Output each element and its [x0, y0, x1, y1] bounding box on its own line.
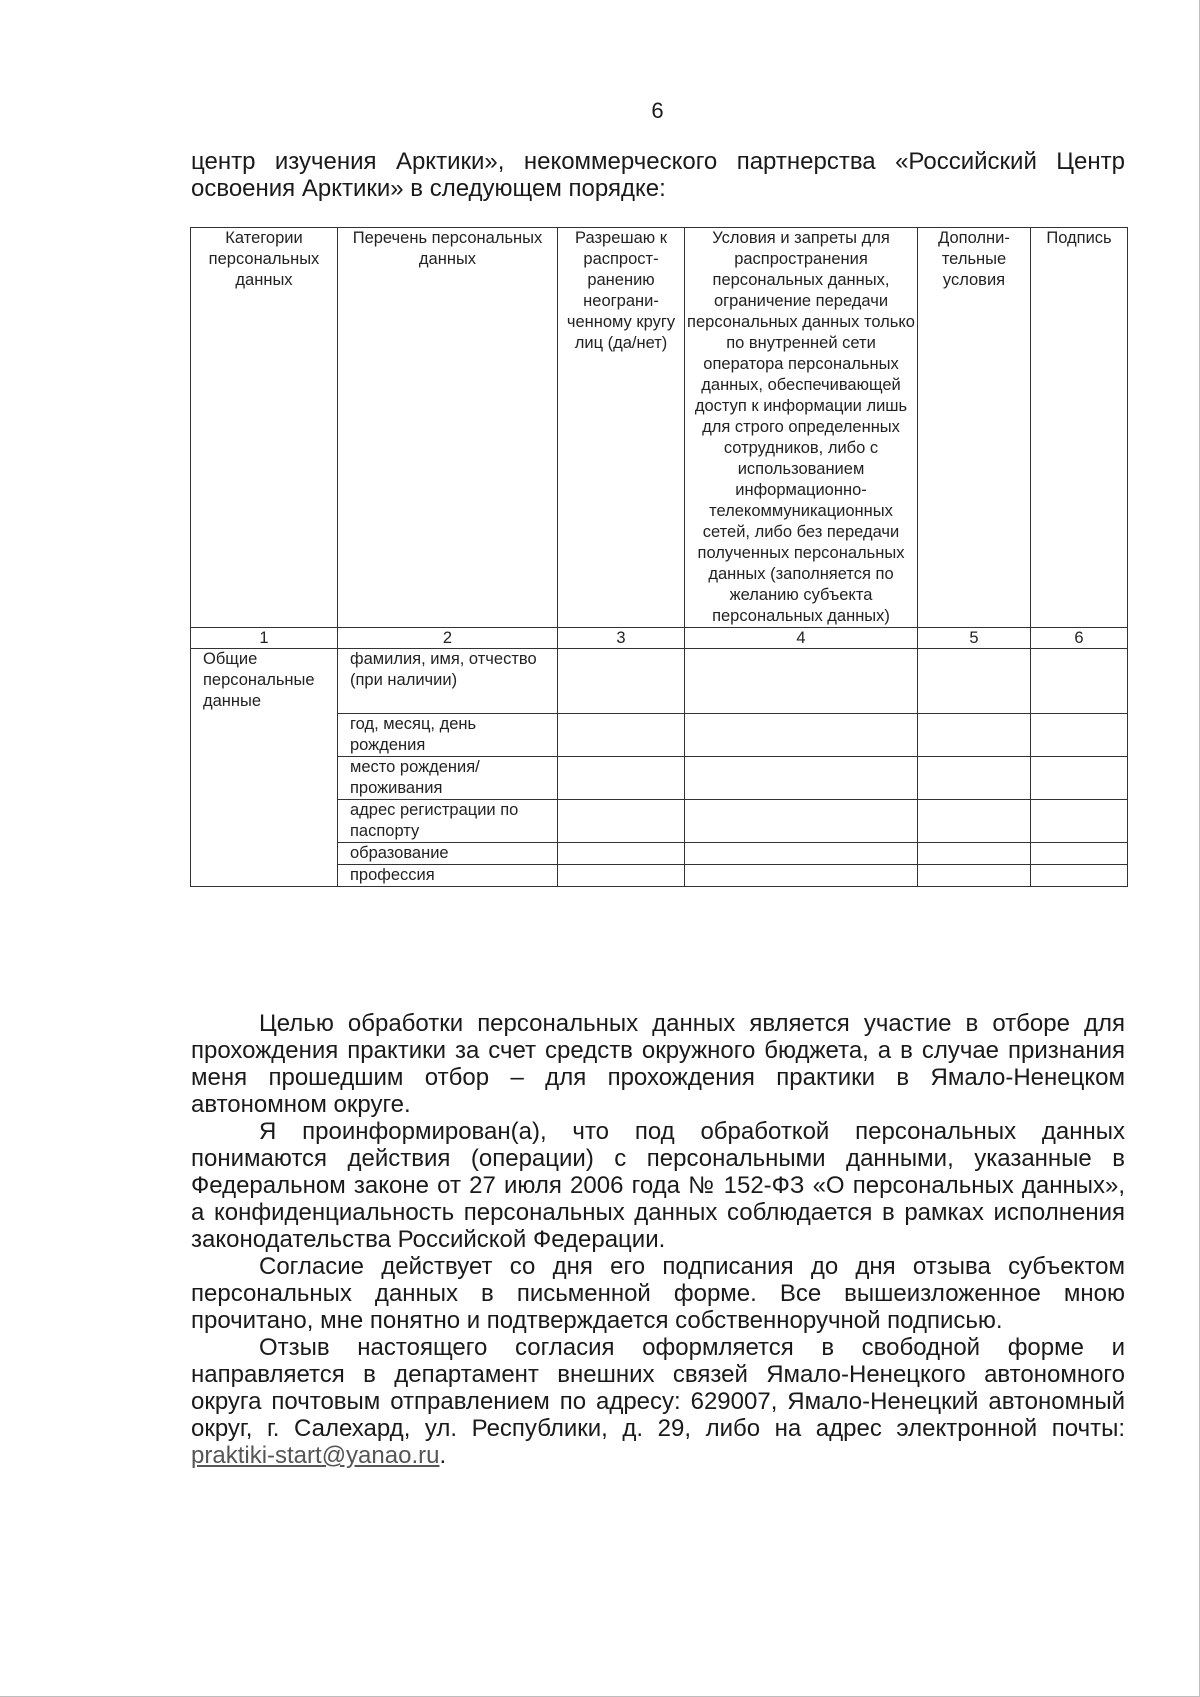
header-permit: Разрешаю к распрост-ранению неограни-ченному кругу лиц (да/нет) [558, 228, 685, 628]
intro-line-2: освоения Арктики» в следующем порядке: [191, 175, 666, 202]
additional-cell [918, 843, 1031, 865]
conditions-cell [685, 757, 918, 800]
header-signature: Подпись [1031, 228, 1128, 628]
item-cell: фамилия, имя, отчество (при наличии) [338, 649, 558, 714]
signature-cell [1031, 843, 1128, 865]
consent-table [190, 227, 1128, 887]
permit-cell [558, 714, 685, 757]
item-cell: адрес регистрации по паспорту [338, 800, 558, 843]
revocation-end: . [439, 1442, 447, 1469]
permit-cell [558, 757, 685, 800]
header-list: Перечень персональных данных [338, 228, 558, 628]
page-number: 6 [651, 98, 664, 123]
permit-cell [558, 843, 685, 865]
paragraph-validity: Согласие действует со дня его подписания до дня отзыва субъектом персональных данных в письменной форме. Все вышеизложенное мною прочитано, мне понятно и подтверждается собственноручной подписью. [191, 1253, 1125, 1334]
signature-cell [1031, 757, 1128, 800]
conditions-cell [685, 843, 918, 865]
column-number: 3 [558, 628, 685, 649]
paragraph-revocation [191, 1334, 1125, 1469]
table-header-row [191, 228, 1128, 628]
additional-cell [918, 757, 1031, 800]
header-conditions: Условия и запреты для распространения персональных данных, ограничение передачи персональных данных только по внутренней сети оператора персональных данных, обеспечивающей доступ к информации лишь для строго определенных сотрудников, либо с использованием информационно-телекоммуникационных сетей, либо без передачи полученных персональных данных (заполняется по желанию субъекта персональных данных) [685, 228, 918, 628]
header-categories: Категории персональных данных [191, 228, 338, 628]
permit-cell [558, 649, 685, 714]
conditions-cell [685, 714, 918, 757]
paragraph-purpose: Целью обработки персональных данных является участие в отборе для прохождения практики за счет средств окружного бюджета, а в случае признания меня прошедшим отбор – для прохождения практики в Ямало-Ненецком автономном округе. [191, 1010, 1125, 1118]
additional-cell [918, 714, 1031, 757]
item-cell: профессия [338, 865, 558, 887]
body-text [191, 1010, 1125, 1469]
conditions-cell [685, 800, 918, 843]
additional-cell [918, 649, 1031, 714]
permit-cell [558, 865, 685, 887]
signature-cell [1031, 649, 1128, 714]
item-cell: место рождения/проживания [338, 757, 558, 800]
header-additional: Дополни-тельные условия [918, 228, 1031, 628]
item-cell: образование [338, 843, 558, 865]
permit-cell [558, 800, 685, 843]
revocation-text: Отзыв настоящего согласия оформляется в свободной форме и направляется в департамент внешних связей Ямало-Ненецкого автономного округа почтовым отправлением по адресу: 629007, Ямало-Ненецкий автономный округ, г. Салехард, ул. Республики, д. 29, либо на адрес электронной почты: [191, 1334, 1125, 1442]
table-number-row [191, 628, 1128, 649]
column-number: 5 [918, 628, 1031, 649]
column-number: 4 [685, 628, 918, 649]
intro-line-1: центр изучения Арктики», некоммерческого партнерства «Российский Центр [191, 148, 1125, 175]
category-cell: Общие персональные данные [191, 649, 338, 887]
conditions-cell [685, 649, 918, 714]
table-row [191, 649, 1128, 714]
column-number: 6 [1031, 628, 1128, 649]
paragraph-informed: Я проинформирован(а), что под обработкой персональных данных понимаются действия (операции) с персональными данными, указанные в Федеральном законе от 27 июля 2006 года № 152-ФЗ «О персональных данных», а конфиденциальность персональных данных соблюдается в рамках исполнения законодательства Российской Федерации. [191, 1118, 1125, 1253]
signature-cell [1031, 800, 1128, 843]
column-number: 1 [191, 628, 338, 649]
conditions-cell [685, 865, 918, 887]
item-cell: год, месяц, день рождения [338, 714, 558, 757]
email-link[interactable]: praktiki-start@yanao.ru [191, 1442, 440, 1469]
signature-cell [1031, 865, 1128, 887]
intro-text [191, 148, 1125, 202]
column-number: 2 [338, 628, 558, 649]
additional-cell [918, 800, 1031, 843]
signature-cell [1031, 714, 1128, 757]
additional-cell [918, 865, 1031, 887]
